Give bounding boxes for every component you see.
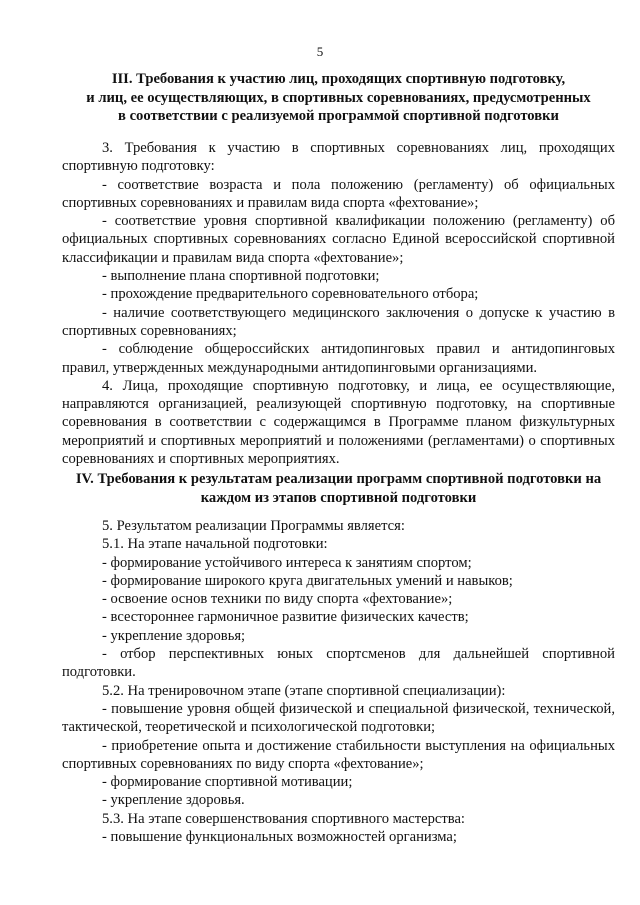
heading-line: каждом из этапов спортивной подготовки xyxy=(200,489,477,506)
list-item: - соответствие уровня спортивной квалификации положению (регламенту) об официальных спортивных соревнованиях согласно Единой всероссийской спортивной классификации и правилам вида спорта «фехтование»; xyxy=(62,213,615,266)
section-3-heading xyxy=(62,70,615,126)
list-item: - выполнение плана спортивной подготовки; xyxy=(102,268,380,285)
section-4-body xyxy=(62,517,615,846)
list-item: - наличие соответствующего медицинского заключения о допуске к участию в спортивных соревнованиях; xyxy=(62,304,615,339)
list-item: - повышение функциональных возможностей организма; xyxy=(102,829,457,846)
heading-line: IV. Требования к результатам реализации программ спортивной подготовки на xyxy=(75,471,602,487)
paragraph: 3. Требования к участию в спортивных соревнованиях лиц, проходящих спортивную подготовку: xyxy=(62,140,615,175)
heading-line: и лиц, ее осуществляющих, в спортивных соревнованиях, предусмотренных xyxy=(86,89,591,106)
list-item: - соблюдение общероссийских антидопинговых правил и антидопинговых правил, утвержденных международными антидопинговыми организациями. xyxy=(62,341,615,376)
list-item: - формирование устойчивого интереса к занятиям спортом; xyxy=(102,554,472,571)
page-number: 5 xyxy=(316,44,324,59)
subheading: 5.1. На этапе начальной подготовки: xyxy=(102,536,328,553)
heading-line: в соответствии с реализуемой программой спортивной подготовки xyxy=(118,108,559,124)
list-item: - повышение уровня общей физической и специальной физической, технической, тактической, теоретической и психологической подготовки; xyxy=(62,700,615,736)
subheading: 5.2. На тренировочном этапе (этапе спортивной специализации): xyxy=(102,682,506,699)
section-3-body xyxy=(62,139,615,468)
list-item: - отбор перспективных юных спортсменов для дальнейшей спортивной подготовки. xyxy=(62,646,615,681)
list-item: - всестороннее гармоничное развитие физических качеств; xyxy=(102,609,469,626)
section-4-heading xyxy=(62,470,615,507)
list-item: - соответствие возраста и пола положению (регламенту) об официальных спортивных соревнованиях и правилам вида спорта «фехтование»; xyxy=(62,176,615,211)
list-item: - формирование спортивной мотивации; xyxy=(102,774,353,791)
paragraph: 5. Результатом реализации Программы является: xyxy=(102,518,405,534)
list-item: - освоение основ техники по виду спорта «фехтование»; xyxy=(102,591,453,608)
subheading: 5.3. На этапе совершенствования спортивного мастерства: xyxy=(102,810,465,827)
list-item: - формирование широкого круга двигательных умений и навыков; xyxy=(102,572,513,589)
paragraph: 4. Лица, проходящие спортивную подготовку, и лица, ее осуществляющие, направляются организацией, реализующей спортивную подготовку, на спортивные соревнования в соответствии с содержащимся в Программе планом физкультурных мероприятий и спортивных мероприятий и положениями (регламентами) о спортивных соревнованиях и спортивных мероприятиях. xyxy=(62,377,615,468)
list-item: - прохождение предварительного соревновательного отбора; xyxy=(102,286,479,303)
list-item: - укрепление здоровья. xyxy=(102,792,245,809)
list-item: - укрепление здоровья; xyxy=(102,627,246,644)
heading-line: III. Требования к участию лиц, проходящих спортивную подготовку, xyxy=(111,71,566,87)
list-item: - приобретение опыта и достижение стабильности выступления на официальных спортивных соревнованиях по виду спорта «фехтование»; xyxy=(62,737,615,772)
